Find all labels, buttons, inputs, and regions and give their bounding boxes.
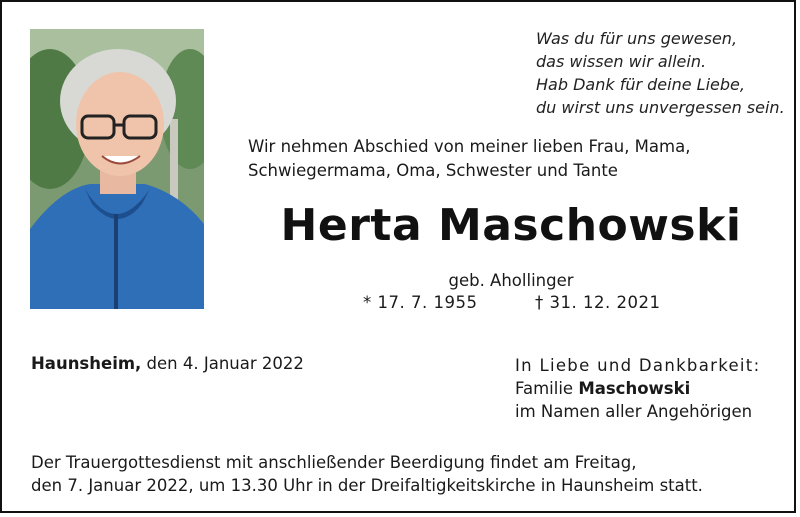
signoff-line-1: In Liebe und Dankbarkeit: <box>515 356 761 375</box>
family-signoff <box>515 354 760 423</box>
birth-name: geb. Ahollinger <box>448 271 574 290</box>
family-prefix: Familie <box>515 379 579 398</box>
poem-line: du wirst uns unvergessen sein. <box>536 98 785 117</box>
service-line-1: Der Trauergottesdienst mit anschließender Beerdigung findet am Freitag, <box>31 453 637 472</box>
service-line-2: den 7. Januar 2022, um 13.30 Uhr in der Dreifaltigkeitskirche in Haunsheim statt. <box>31 476 703 495</box>
portrait-photo <box>30 29 204 309</box>
signoff-family <box>515 377 760 400</box>
poem-line: das wissen wir allein. <box>536 52 707 71</box>
signoff-line-3: im Namen aller Angehörigen <box>515 402 753 421</box>
intro-line-1: Wir nehmen Abschied von meiner lieben Frau, Mama, <box>248 137 691 156</box>
poem-line: Was du für uns gewesen, <box>536 29 738 48</box>
notice-date: den 4. Januar 2022 <box>141 354 304 373</box>
memorial-poem <box>536 27 785 119</box>
family-name: Maschowski <box>578 379 691 398</box>
place-name: Haunsheim, <box>31 354 142 373</box>
poem-line: Hab Dank für deine Liebe, <box>536 75 745 94</box>
birth-date: * 17. 7. 1955 <box>363 293 478 312</box>
intro-line-2: Schwiegermama, Oma, Schwester und Tante <box>248 161 618 180</box>
death-date: † 31. 12. 2021 <box>535 293 661 312</box>
farewell-intro <box>248 135 690 183</box>
deceased-name: Herta Maschowski <box>280 200 742 251</box>
place-and-date <box>31 354 304 373</box>
funeral-service-info <box>31 451 703 497</box>
